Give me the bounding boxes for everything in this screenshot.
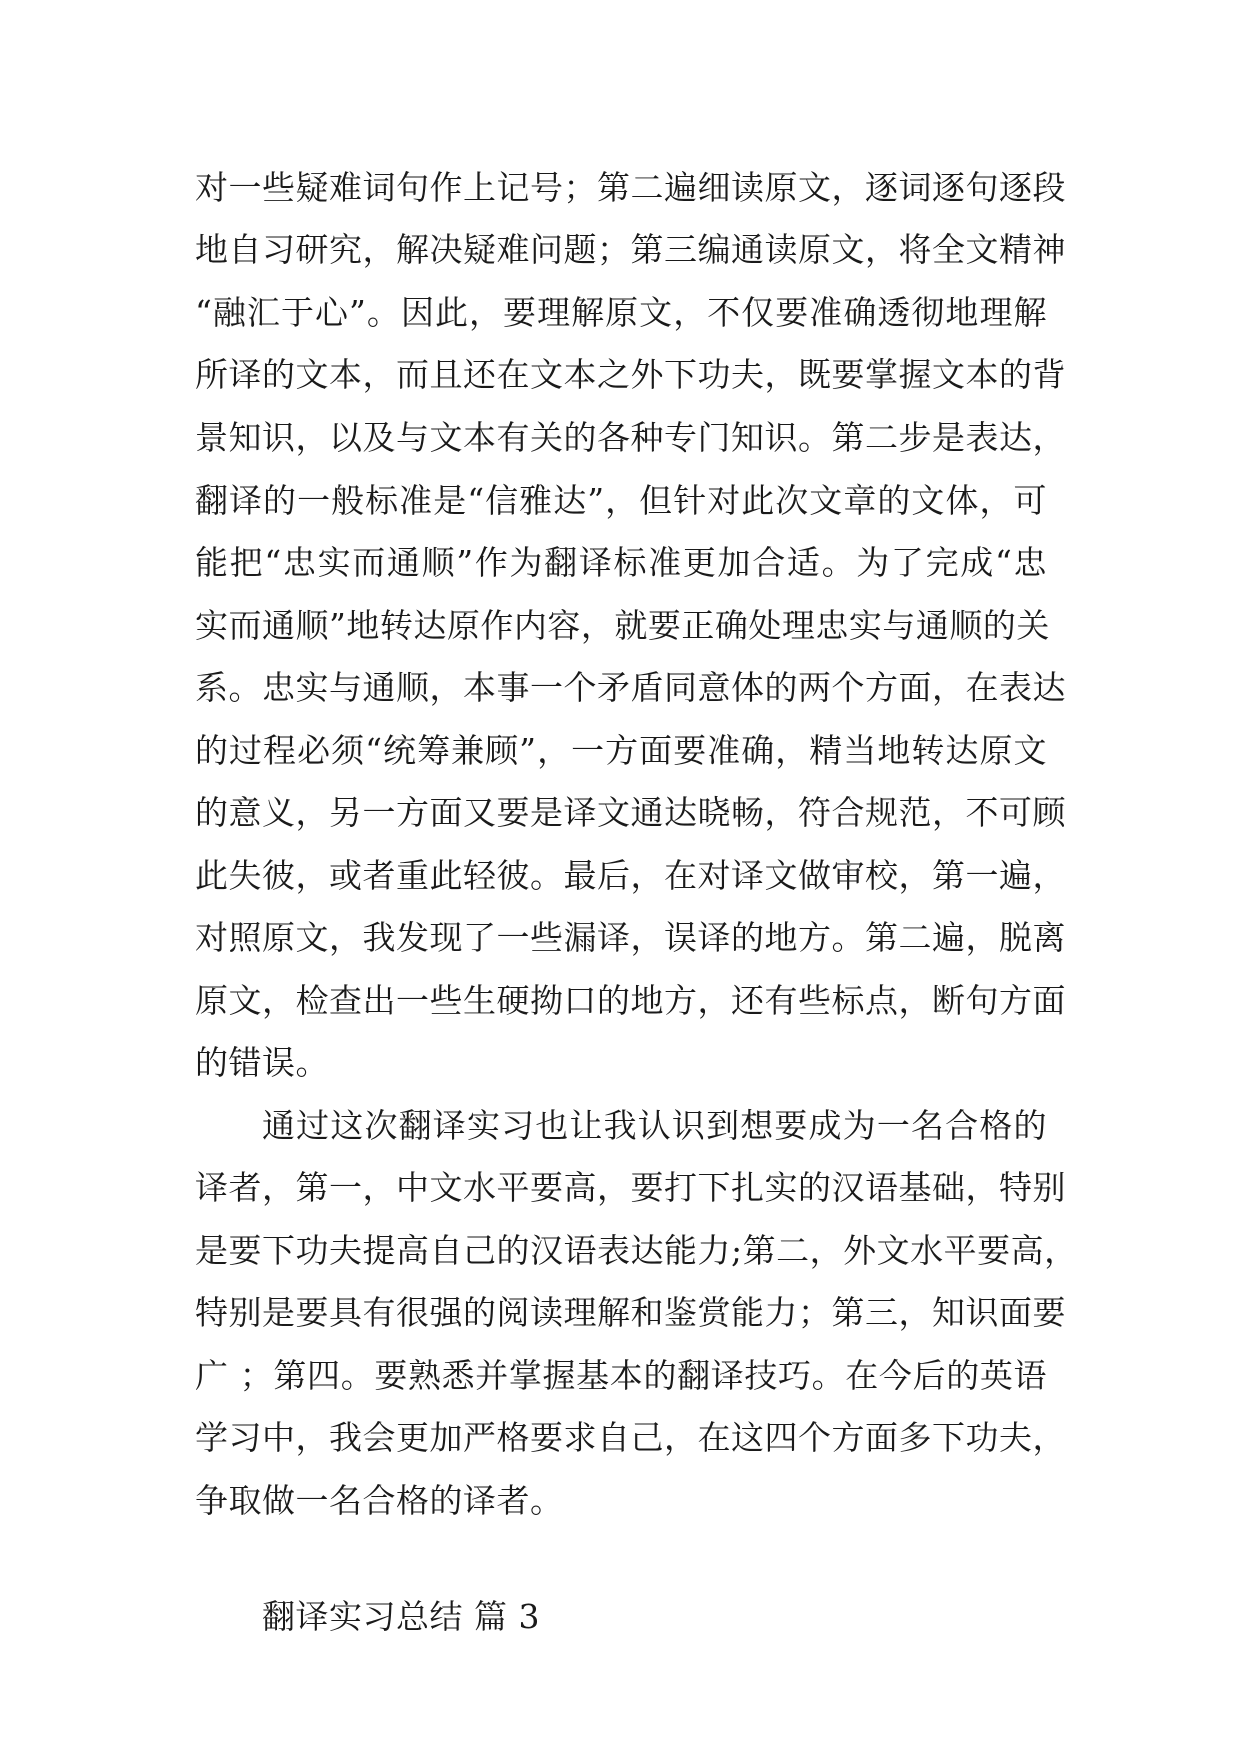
paragraph-line: “融汇于心”。因此，要理解原文，不仅要准确透彻地理解 bbox=[195, 293, 1047, 332]
paragraph-line: 翻译的一般标准是“信雅达”，但针对此次文章的文体，可 bbox=[195, 481, 1047, 520]
paragraph-line: 争取做一名合格的译者。 bbox=[195, 1481, 564, 1520]
paragraph-line: 的过程必须“统筹兼顾”，一方面要准确，精当地转达原文 bbox=[195, 731, 1047, 770]
paragraph-line: 景知识，以及与文本有关的各种专门知识。第二步是表达， bbox=[195, 418, 1066, 457]
paragraph-line: 所译的文本，而且还在文本之外下功夫，既要掌握文本的背 bbox=[195, 355, 1066, 394]
paragraph-line: 广 ；第四。要熟悉并掌握基本的翻译技巧。在今后的英语 bbox=[195, 1356, 1047, 1395]
paragraph-line: 能把“忠实而通顺”作为翻译标准更加合适。为了完成“忠 bbox=[195, 543, 1047, 582]
paragraph-line: 此失彼，或者重此轻彼。最后，在对译文做审校，第一遍， bbox=[195, 856, 1066, 895]
paragraph-line: 特别是要具有很强的阅读理解和鉴赏能力；第三，知识面要 bbox=[195, 1293, 1066, 1332]
paragraph-line: 通过这次翻译实习也让我认识到想要成为一名合格的 bbox=[262, 1106, 1047, 1145]
section-heading: 翻译实习总结 篇 3 bbox=[262, 1597, 540, 1636]
paragraph-line: 译者，第一，中文水平要高，要打下扎实的汉语基础，特别 bbox=[195, 1168, 1066, 1207]
paragraph-line: 是要下功夫提高自己的汉语表达能力;第二，外文水平要高， bbox=[195, 1231, 1078, 1270]
paragraph-line: 地自习研究，解决疑难问题；第三编通读原文，将全文精神 bbox=[195, 230, 1066, 269]
paragraph-line: 对一些疑难词句作上记号；第二遍细读原文，逐词逐句逐段 bbox=[195, 168, 1066, 207]
paragraph-line: 学习中，我会更加严格要求自己，在这四个方面多下功夫， bbox=[195, 1418, 1066, 1457]
paragraph-line: 的意义，另一方面又要是译文通达晓畅，符合规范，不可顾 bbox=[195, 793, 1066, 832]
paragraph-line: 系。忠实与通顺，本事一个矛盾同意体的两个方面，在表达 bbox=[195, 668, 1066, 707]
paragraph-line: 原文，检查出一些生硬拗口的地方，还有些标点，断句方面 bbox=[195, 981, 1066, 1020]
paragraph-line: 对照原文，我发现了一些漏译，误译的地方。第二遍，脱离 bbox=[195, 918, 1066, 957]
paragraph-line: 实而通顺”地转达原作内容，就要正确处理忠实与通顺的关 bbox=[195, 606, 1050, 645]
paragraph-line: 的错误。 bbox=[195, 1043, 329, 1082]
